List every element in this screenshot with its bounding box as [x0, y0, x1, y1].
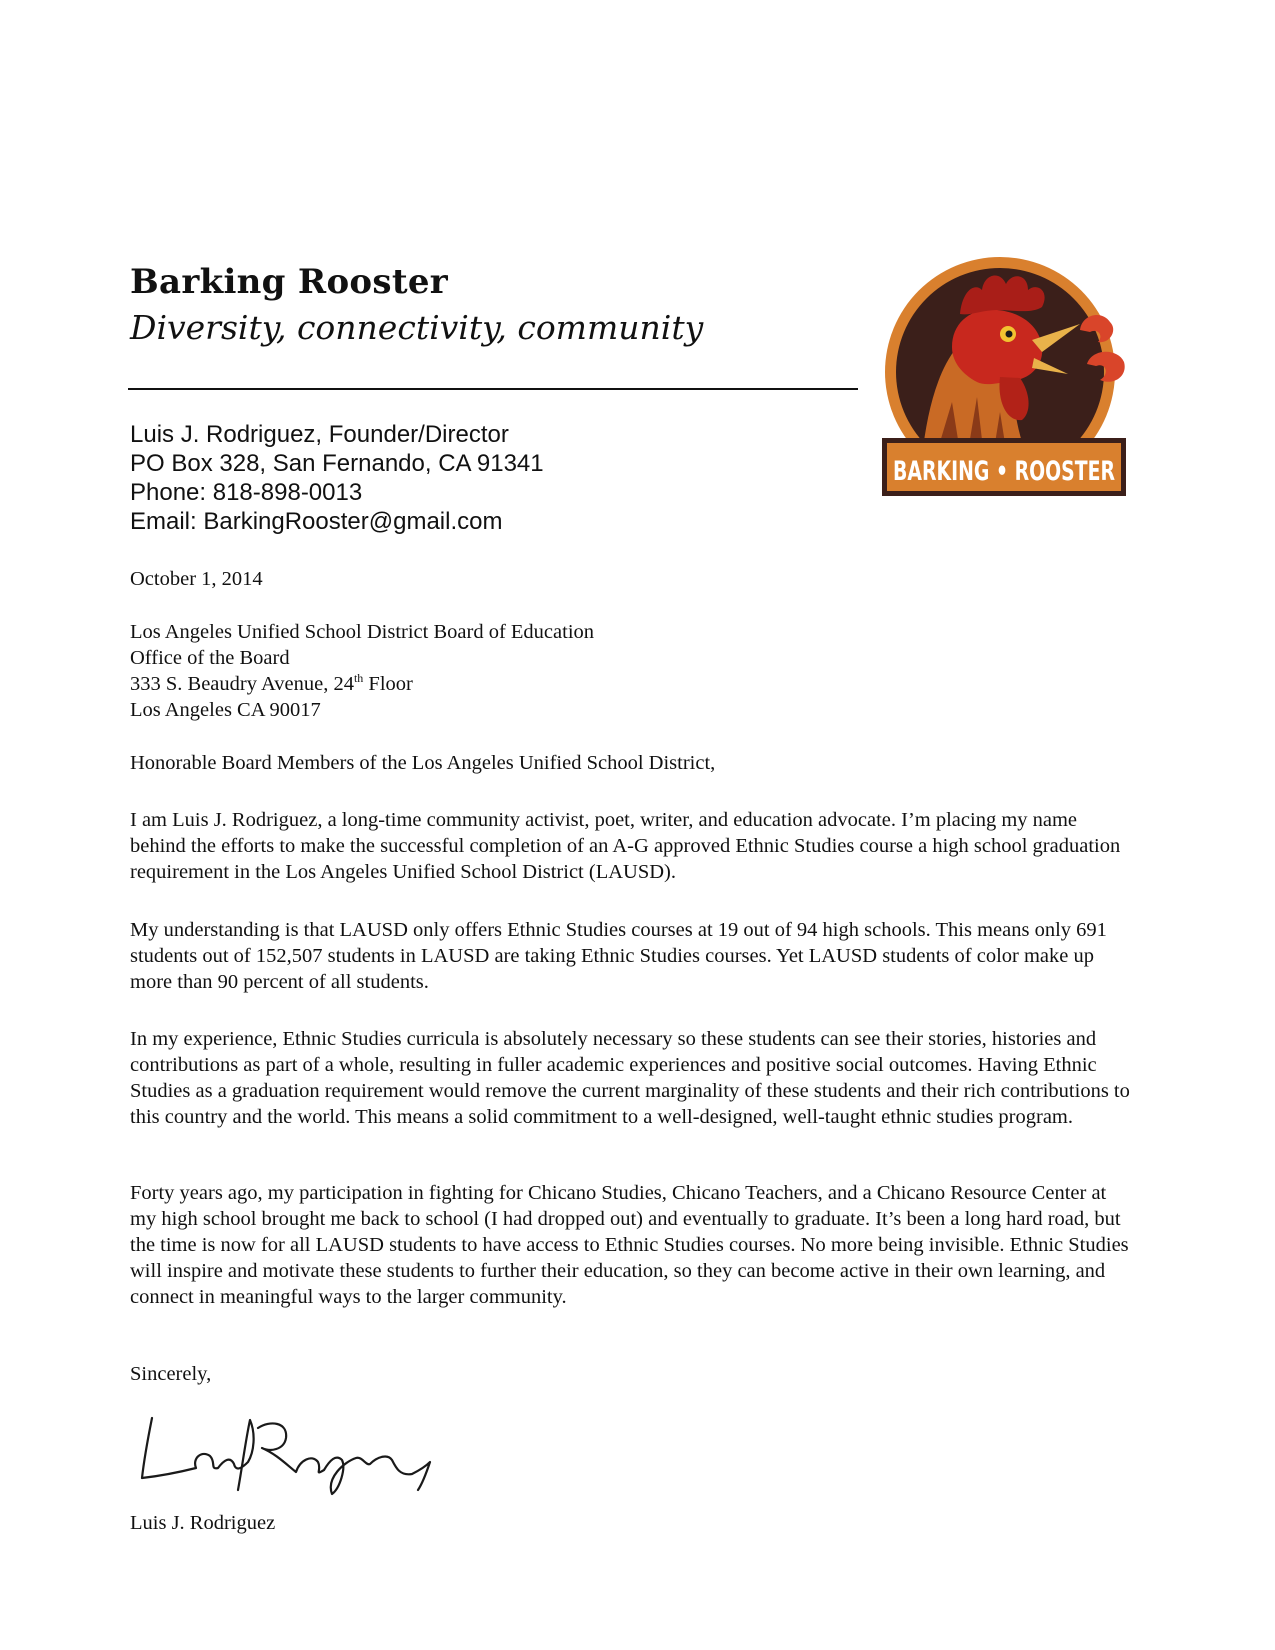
contact-email: Email: BarkingRooster@gmail.com: [130, 508, 503, 535]
contact-phone: Phone: 818-898-0013: [130, 479, 363, 506]
letter-paragraph: I am Luis J. Rodriguez, a long-time community activist, poet, writer, and education advocate. I’m placing my name behind the efforts to make the successful completion of an A-G approved Ethnic Studies course a high school graduation requirement in the Los Angeles Unified School District (LAUSD).: [130, 809, 1121, 883]
letter-paragraph: My understanding is that LAUSD only offers Ethnic Studies courses at 19 out of 94 high schools. This means only 691 students out of 152,507 students in LAUSD are taking Ethnic Studies courses. Yet LAUSD students of color make up more than 90 percent of all students.: [130, 919, 1107, 993]
letter-paragraph: Forty years ago, my participation in fighting for Chicano Studies, Chicano Teachers, and a Chicano Resource Center at my high school brought me back to school (I had dropped out) and eventually to graduate. It’s been a long hard road, but the time is now for all LAUSD students to have access to Ethnic Studies courses. No more being invisible. Ethnic Studies will inspire and motivate these students to further their education, so they can become active in their own learning, and connect in meaningful ways to the larger community.: [130, 1182, 1129, 1308]
recipient-line: Los Angeles Unified School District Board of Education: [130, 621, 595, 643]
ordinal-suffix: th: [353, 671, 364, 686]
letter-paragraph: In my experience, Ethnic Studies curricula is absolutely necessary so these students can see their stories, histories and contributions as part of a whole, resulting in fuller academic experiences and positive social outcomes. Having Ethnic Studies as a graduation requirement would remove the current marginality of these students and their rich contributions to this country and the world. This means a solid commitment to a well-designed, well-taught ethnic studies program.: [130, 1028, 1130, 1128]
signature-stroke: [142, 1418, 430, 1494]
recipient-street: 333 S. Beaudry Avenue, 24: [130, 673, 354, 695]
organization-name: Barking Rooster: [130, 262, 448, 302]
organization-tagline: Diversity, connectivity, community: [130, 308, 704, 347]
letter-salutation: Honorable Board Members of the Los Angeles Unified School District,: [130, 752, 716, 774]
letter-closing: Sincerely,: [130, 1363, 212, 1385]
handwritten-signature: [130, 1398, 440, 1498]
logo-banner-text: BARKING • ROOSTER: [893, 456, 1116, 487]
contact-address: PO Box 328, San Fernando, CA 91341: [130, 450, 544, 477]
recipient-address: [130, 619, 594, 723]
barking-rooster-logo: [882, 252, 1172, 522]
rooster-pupil: [1006, 331, 1013, 338]
signer-name: Luis J. Rodriguez: [130, 1512, 276, 1534]
recipient-line: Los Angeles CA 90017: [130, 699, 321, 721]
recipient-floor: Floor: [363, 673, 413, 695]
contact-block: [130, 420, 544, 536]
contact-name-title: Luis J. Rodriguez, Founder/Director: [130, 421, 509, 448]
header-divider: [128, 388, 858, 390]
letter-date: October 1, 2014: [130, 568, 263, 590]
recipient-line: Office of the Board: [130, 647, 290, 669]
recipient-line: [130, 671, 594, 697]
